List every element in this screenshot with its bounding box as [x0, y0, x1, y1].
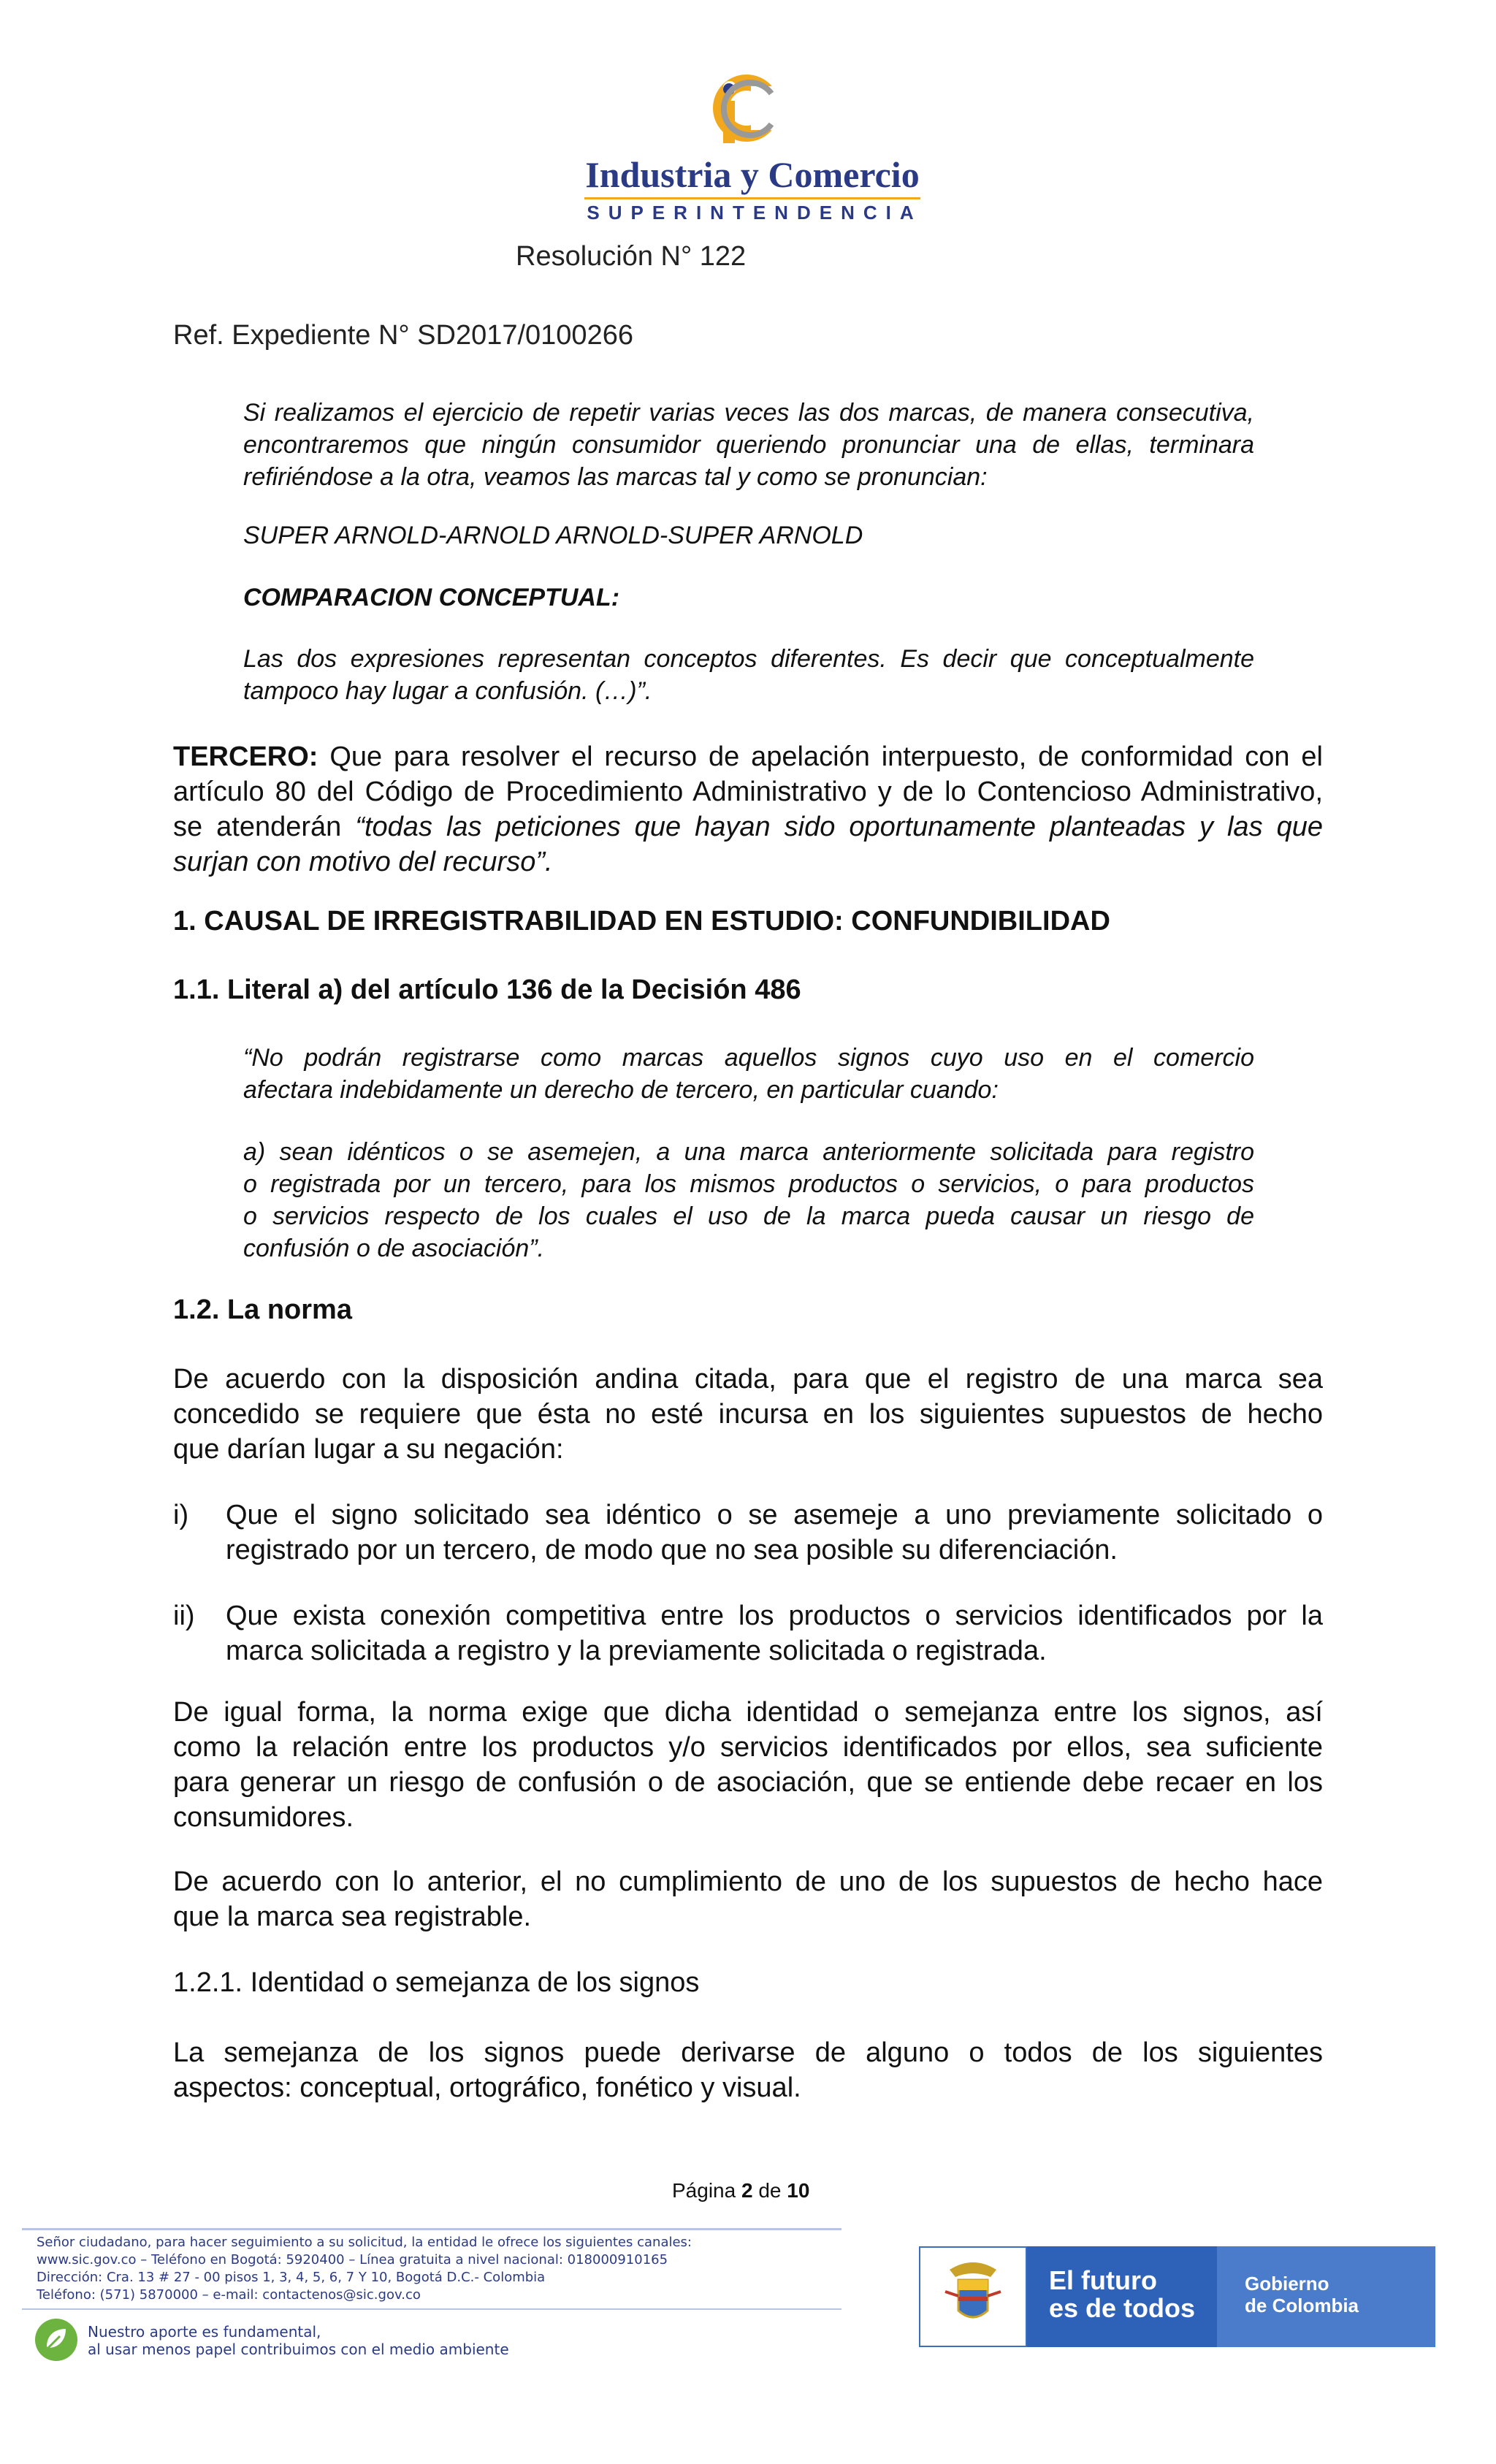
tercero-quote: “todas las peticiones que hayan sido oportunamente planteadas y las que: [355, 812, 1323, 842]
gov-line: Gobierno: [1245, 2273, 1329, 2295]
tercero-quote: surjan con motivo del recurso”.: [173, 847, 553, 877]
section-1-title: 1. CAUSAL DE IRREGISTRABILIDAD EN ESTUDIO: CONFUNDIBILIDAD: [173, 906, 1110, 937]
text-line: consumidores.: [173, 1802, 354, 1833]
quote-line: Si realizamos el ejercicio de repetir varias veces las dos marcas, de manera consecutiva,: [243, 399, 1254, 427]
list-number-i: i): [173, 1500, 189, 1530]
footer-line: Teléfono: (571) 5870000 – e-mail: contactenos@sic.gov.co: [37, 2287, 421, 2303]
section-1-1-title: 1.1. Literal a) del artículo 136 de la Decisión 486: [173, 974, 801, 1005]
leaf-icon: [34, 2317, 79, 2362]
brand-name: Industria y Comercio: [585, 154, 920, 195]
section-1-2-1-title: 1.2.1. Identidad o semejanza de los signos: [173, 1967, 700, 1998]
text-line: De acuerdo con lo anterior, el no cumplimiento de uno de los supuestos de hecho hace: [173, 1866, 1323, 1897]
text-line: De igual forma, la norma exige que dicha identidad o semejanza entre los signos, así: [173, 1697, 1323, 1728]
article-item-a: [243, 1136, 1254, 1265]
page-number: [672, 2179, 809, 2202]
text-line: como la relación entre los productos y/o servicios identificados por ellos, sea suficiente: [173, 1732, 1323, 1763]
quoted-comparison: [243, 397, 1254, 493]
quote-line: confusión o de asociación”.: [243, 1235, 545, 1262]
brand-divider: [584, 197, 920, 199]
norma-paragraph: [173, 1362, 1323, 1467]
article-quote: [243, 1042, 1254, 1106]
quote-line: encontraremos que ningún consumidor queriendo pronunciar una de ellas, terminara: [243, 431, 1254, 459]
tercero-line: artículo 80 del Código de Procedimiento Administrativo y de lo Contencioso Administrativo,: [173, 777, 1323, 807]
sic-logo: [577, 72, 928, 225]
government-banner: [919, 2246, 1435, 2347]
list-item-ii: [226, 1598, 1323, 1668]
tercero-label: TERCERO:: [173, 741, 318, 772]
brand-subtitle: SUPERINTENDENCIA: [587, 202, 923, 224]
reference-number: Ref. Expediente N° SD2017/0100266: [173, 320, 633, 351]
quote-line: afectara indebidamente un derecho de tercero, en particular cuando:: [243, 1076, 999, 1104]
slogan: [1027, 2246, 1217, 2347]
footer-line: Dirección: Cra. 13 # 27 - 00 pisos 1, 3, 4, 5, 6, 7 Y 10, Bogotá D.C.- Colombia: [37, 2270, 546, 2285]
slogan-line: es de todos: [1049, 2293, 1196, 2323]
eco-line: al usar menos papel contribuimos con el medio ambiente: [88, 2341, 509, 2358]
quote-line: o servicios respecto de los cuales el uso de la marca pueda causar un riesgo de: [243, 1202, 1254, 1230]
text-line: aspectos: conceptual, ortográfico, fonético y visual.: [173, 2072, 801, 2103]
quote-line: refiriéndose a la otra, veamos las marcas tal y como se pronuncian:: [243, 463, 988, 491]
text-line: Que el signo solicitado sea idéntico o se asemeje a uno previamente solicitado o: [226, 1500, 1323, 1530]
section-1-2-title: 1.2. La norma: [173, 1294, 352, 1325]
conceptual-quote: [243, 643, 1254, 707]
page-current: 2: [741, 2179, 753, 2202]
text-line: concedido se requiere que ésta no esté incursa en los siguientes supuestos de hecho: [173, 1399, 1323, 1430]
page-total: 10: [787, 2179, 810, 2202]
quote-line: tampoco hay lugar a confusión. (…)”.: [243, 677, 652, 705]
slogan-line: El futuro: [1049, 2265, 1157, 2295]
quote-line: “No podrán registrarse como marcas aquellos signos cuyo uso en el comercio: [243, 1044, 1254, 1072]
quote-line: o registrada por un tercero, para los mismos productos o servicios, o para productos: [243, 1170, 1254, 1198]
text-line: que darían lugar a su negación:: [173, 1434, 564, 1465]
compared-marks: SUPER ARNOLD-ARNOLD ARNOLD-SUPER ARNOLD: [243, 522, 863, 549]
quote-line: Las dos expresiones representan conceptos diferentes. Es decir que conceptualmente: [243, 645, 1254, 673]
text-line: para generar un riesgo de confusión o de asociación, que se entiende debe recaer en los: [173, 1767, 1323, 1798]
text-line: Que exista conexión competitiva entre los productos o servicios identificados por la: [226, 1601, 1323, 1631]
text-line: que la marca sea registrable.: [173, 1902, 532, 1932]
identity-paragraph: [173, 1695, 1323, 1835]
tercero-line: Que para resolver el recurso de apelación interpuesto, de conformidad con el: [318, 741, 1323, 772]
tercero-line: se atenderán: [173, 812, 356, 842]
footer-divider: [22, 2228, 842, 2230]
resolution-number: Resolución N° 122: [516, 241, 747, 272]
list-item-i: [226, 1498, 1323, 1568]
quote-line: a) sean idénticos o se asemejen, a una marca anteriormente solicitada para registro: [243, 1138, 1254, 1166]
footer-contact: [37, 2234, 855, 2304]
text-line: marca solicitada a registro y la previamente solicitada o registrada.: [226, 1636, 1047, 1666]
eco-line: Nuestro aporte es fundamental,: [88, 2323, 321, 2341]
gov-label: [1217, 2246, 1435, 2347]
page-prefix: Página: [672, 2179, 741, 2202]
conceptual-heading: COMPARACION CONCEPTUAL:: [243, 584, 620, 611]
text-line: La semejanza de los signos puede derivarse de alguno o todos de los siguientes: [173, 2037, 1323, 2068]
eco-message: [88, 2323, 509, 2358]
page-middle: de: [752, 2179, 787, 2202]
tercero-paragraph: [173, 739, 1323, 880]
footer-line: Señor ciudadano, para hacer seguimiento a su solicitud, la entidad le ofrece los siguientes canales:: [37, 2235, 692, 2250]
sic-emblem-icon: [701, 72, 811, 159]
footer-divider-2: [22, 2308, 842, 2310]
gov-line: de Colombia: [1245, 2295, 1359, 2316]
text-line: registrado por un tercero, de modo que no sea posible su diferenciación.: [226, 1535, 1118, 1565]
colombia-shield-icon: [919, 2246, 1027, 2347]
list-number-ii: ii): [173, 1601, 195, 1631]
text-line: De acuerdo con la disposición andina citada, para que el registro de una marca sea: [173, 1364, 1323, 1395]
similarity-paragraph: [173, 2035, 1323, 2105]
conclusion-paragraph: [173, 1864, 1323, 1934]
footer-line: www.sic.gov.co – Teléfono en Bogotá: 5920400 – Línea gratuita a nivel nacional: 018000910165: [37, 2252, 668, 2267]
